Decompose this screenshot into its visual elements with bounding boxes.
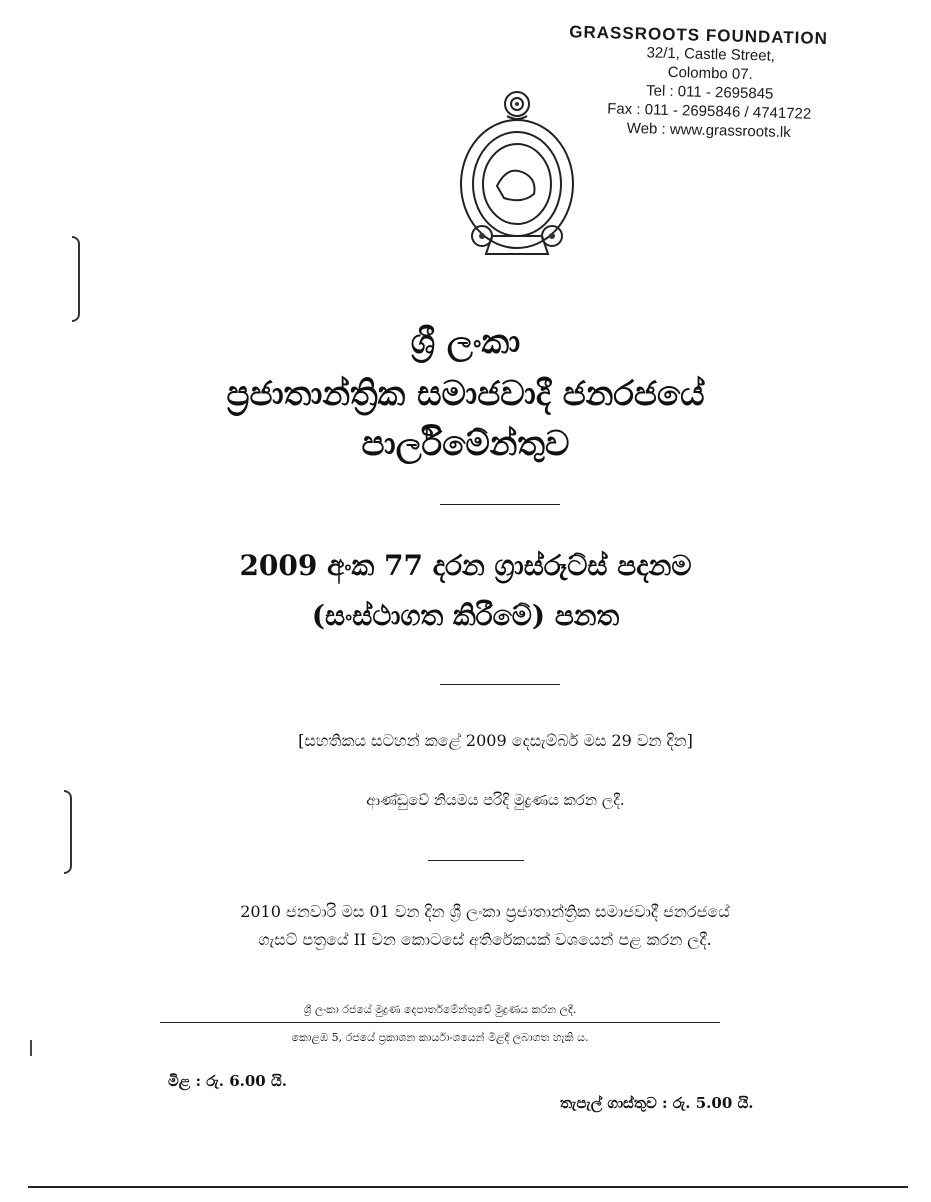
bill-title-line2: (සංස්ථාගත කිරීමේ) පනත <box>311 599 620 632</box>
gazette-line1: 2010 ජනවාරි මස 01 වන දින ශ්‍රී ලංකා ප්‍රජාතාන්ත්‍රික සමාජවාදී ජනරජයේ <box>240 902 730 921</box>
certificate-note: [සහතිකය සටහන් කළේ 2009 දෙසැම්බර් මස 29 වන දින] <box>298 731 693 750</box>
stamp-web: Web : www.grassroots.lk <box>626 119 791 142</box>
stamp-address-line2: Colombo 07. <box>667 63 753 84</box>
available-at: කොළඹ 5, රජයේ ප්‍රකාශන කාර්යාංශයෙන් මිළදී ලබාගත හැකි ය. <box>291 1031 589 1044</box>
government-order: ආණ්ඩුවේ නියමය පරිදි මුද්‍රණය කරන ලදී. <box>366 791 625 809</box>
divider <box>440 504 560 505</box>
heading-line1: ශ්‍රී ලංකා <box>410 322 521 362</box>
margin-bracket-top <box>72 236 80 322</box>
divider <box>440 684 560 685</box>
stamp-fax: Fax : 011 - 2695846 / 4741722 <box>607 100 812 123</box>
printed-by: ශ්‍රී ලංකා රජයේ මුද්‍රණ දෙපාර්තමේන්තුවේ මුද්‍රණය කරන ලදී. <box>303 1003 577 1016</box>
national-emblem-icon <box>452 86 582 262</box>
stamp-tel: Tel : 011 - 2695845 <box>645 82 774 103</box>
stamp-organization: GRASSROOTS FOUNDATION <box>569 22 829 49</box>
stamp-address-line1: 32/1, Castle Street, <box>646 44 776 65</box>
margin-mark <box>30 1040 32 1056</box>
bill-title-line1: 2009 අංක 77 දරන ග්‍රාස්රූට්ස් පදනම <box>239 549 692 582</box>
grassroots-stamp <box>559 22 862 144</box>
heading-line2: ප්‍රජාතාන්ත්‍රික සමාජවාදී ජනරජයේ <box>226 374 705 414</box>
printing-rule <box>160 1022 720 1023</box>
gazette-line2: ගැසට් පත්‍රයේ II වන කොටසේ අතිරේකයක් වශයෙන් පළ කරන ලදී. <box>258 930 712 949</box>
postage: තැපැල් ගාස්තුව : රු. 5.00 යි. <box>560 1094 754 1112</box>
divider <box>428 860 524 861</box>
bottom-rule <box>28 1186 908 1188</box>
price: මිළ : රු. 6.00 යි. <box>168 1072 287 1090</box>
heading-line3: පාර්ලිමේන්තුව <box>361 424 570 464</box>
gazette-notice <box>160 898 810 954</box>
